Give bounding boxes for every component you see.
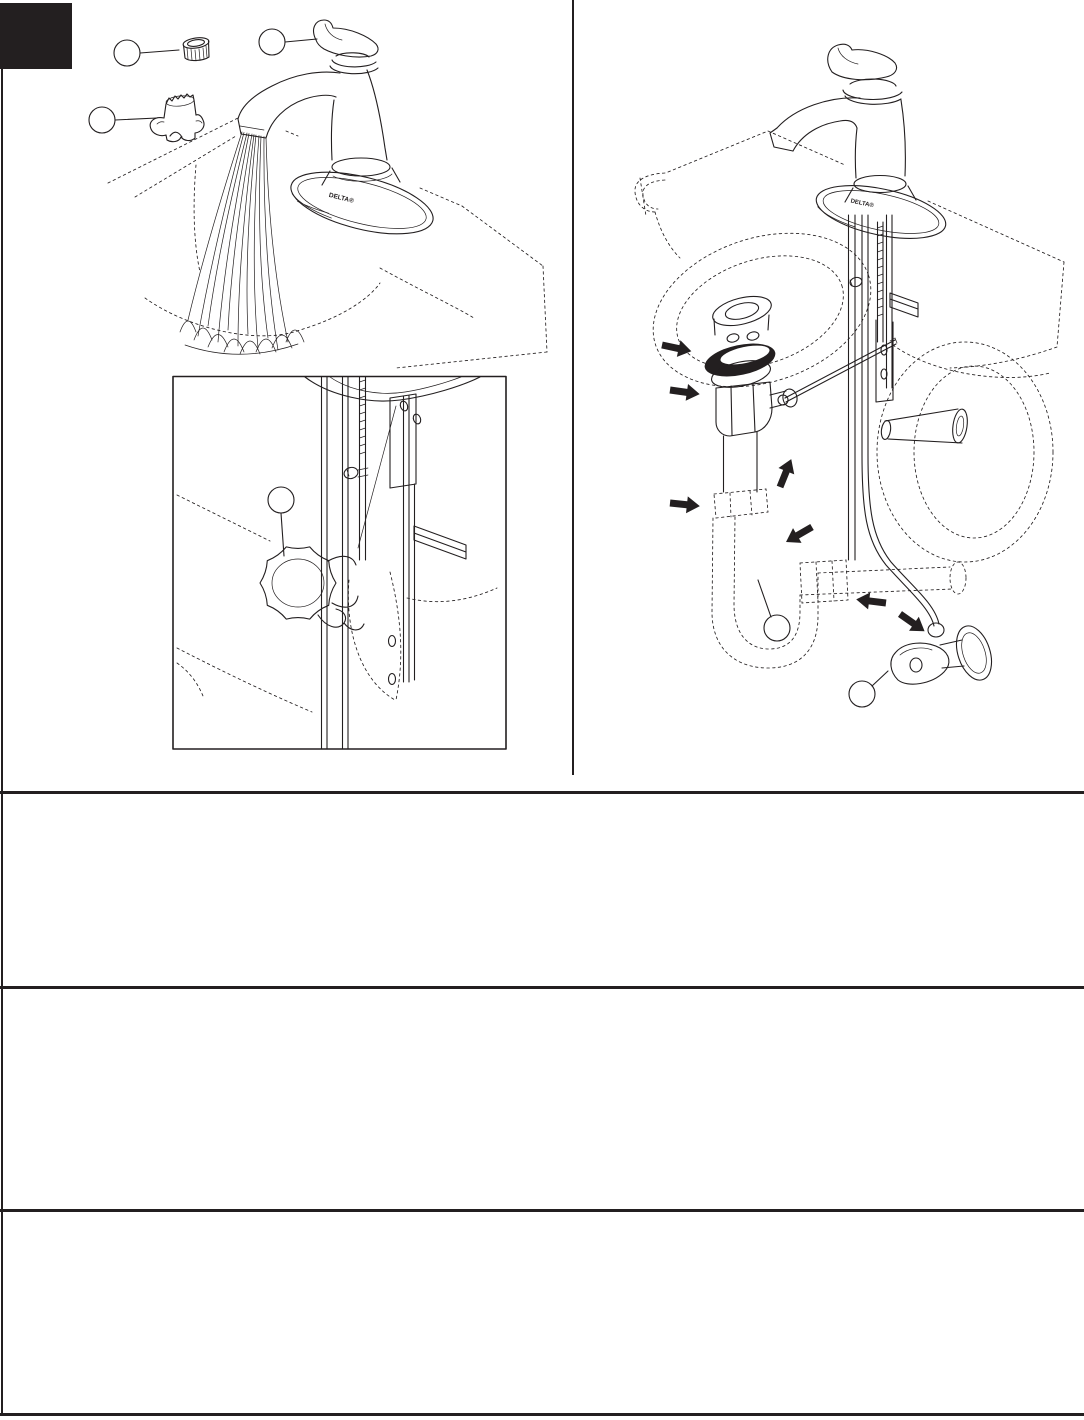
callout-handle	[259, 29, 317, 55]
page-number-tab	[0, 3, 72, 69]
locknut	[716, 382, 772, 436]
faucet	[770, 44, 950, 248]
sink-outline	[108, 118, 547, 368]
faucet-handle	[828, 44, 897, 79]
mounting-nut-part	[150, 94, 204, 142]
arrow-locknut	[669, 382, 701, 403]
section-rule-3	[0, 1209, 1084, 1212]
arrow-slip-joint	[669, 495, 701, 515]
section-rule-1	[0, 791, 1084, 794]
callout-mounting-nut	[89, 107, 157, 133]
brand-logo: DELTA®	[849, 198, 875, 210]
tailpiece	[724, 432, 758, 492]
aerator-part	[182, 36, 209, 61]
figure-faucet-running	[85, 14, 563, 374]
section-rule-2	[0, 986, 1084, 989]
callout-aerator	[114, 40, 179, 66]
water-spray	[180, 132, 304, 354]
escutcheon	[812, 176, 951, 248]
spout-outer	[777, 98, 860, 128]
page-bottom-rule	[0, 1413, 1084, 1416]
trap-arm	[800, 567, 953, 595]
column-divider	[572, 0, 574, 775]
bracket-arm	[890, 293, 918, 317]
left-page-border	[1, 69, 3, 1416]
callout-mounting-nut-detail	[268, 487, 294, 556]
figure-mounting-detail	[171, 374, 509, 752]
spout-inner	[266, 95, 336, 138]
escutcheon	[285, 160, 439, 246]
detail-box-border	[173, 377, 506, 750]
arrow-pivot	[782, 520, 816, 550]
supply-line	[862, 455, 944, 637]
brand-logo: DELTA®	[328, 191, 355, 205]
sink-underside-dashes	[177, 495, 497, 712]
supply-tubes	[322, 377, 366, 749]
arrow-trap-arm	[855, 591, 887, 612]
arrow-flange	[660, 337, 693, 360]
arrow-tailpiece	[772, 456, 799, 490]
instruction-section-3	[6, 1214, 1078, 1411]
spout-outlet	[770, 128, 793, 151]
callout-supply-valve	[849, 671, 888, 707]
threaded-rod	[878, 226, 884, 316]
bracket-arm	[414, 526, 466, 559]
p-trap	[712, 517, 966, 668]
valve-handle	[891, 643, 949, 684]
callout-drain-trap	[758, 580, 790, 641]
instruction-arrows	[660, 337, 929, 638]
compression-nut	[928, 623, 944, 637]
slip-nut	[714, 489, 768, 518]
spout-inner	[793, 120, 857, 151]
escutcheon-underside	[305, 377, 480, 548]
figure-plumbing-installed	[600, 20, 1084, 762]
instruction-section-1	[6, 796, 1078, 984]
arrow-valve	[895, 607, 929, 638]
faucet-handle	[314, 20, 378, 57]
pivot-rod	[785, 340, 896, 402]
instruction-section-2	[6, 991, 1078, 1207]
wall-supply-bubble	[877, 342, 1053, 562]
splash	[180, 321, 304, 354]
